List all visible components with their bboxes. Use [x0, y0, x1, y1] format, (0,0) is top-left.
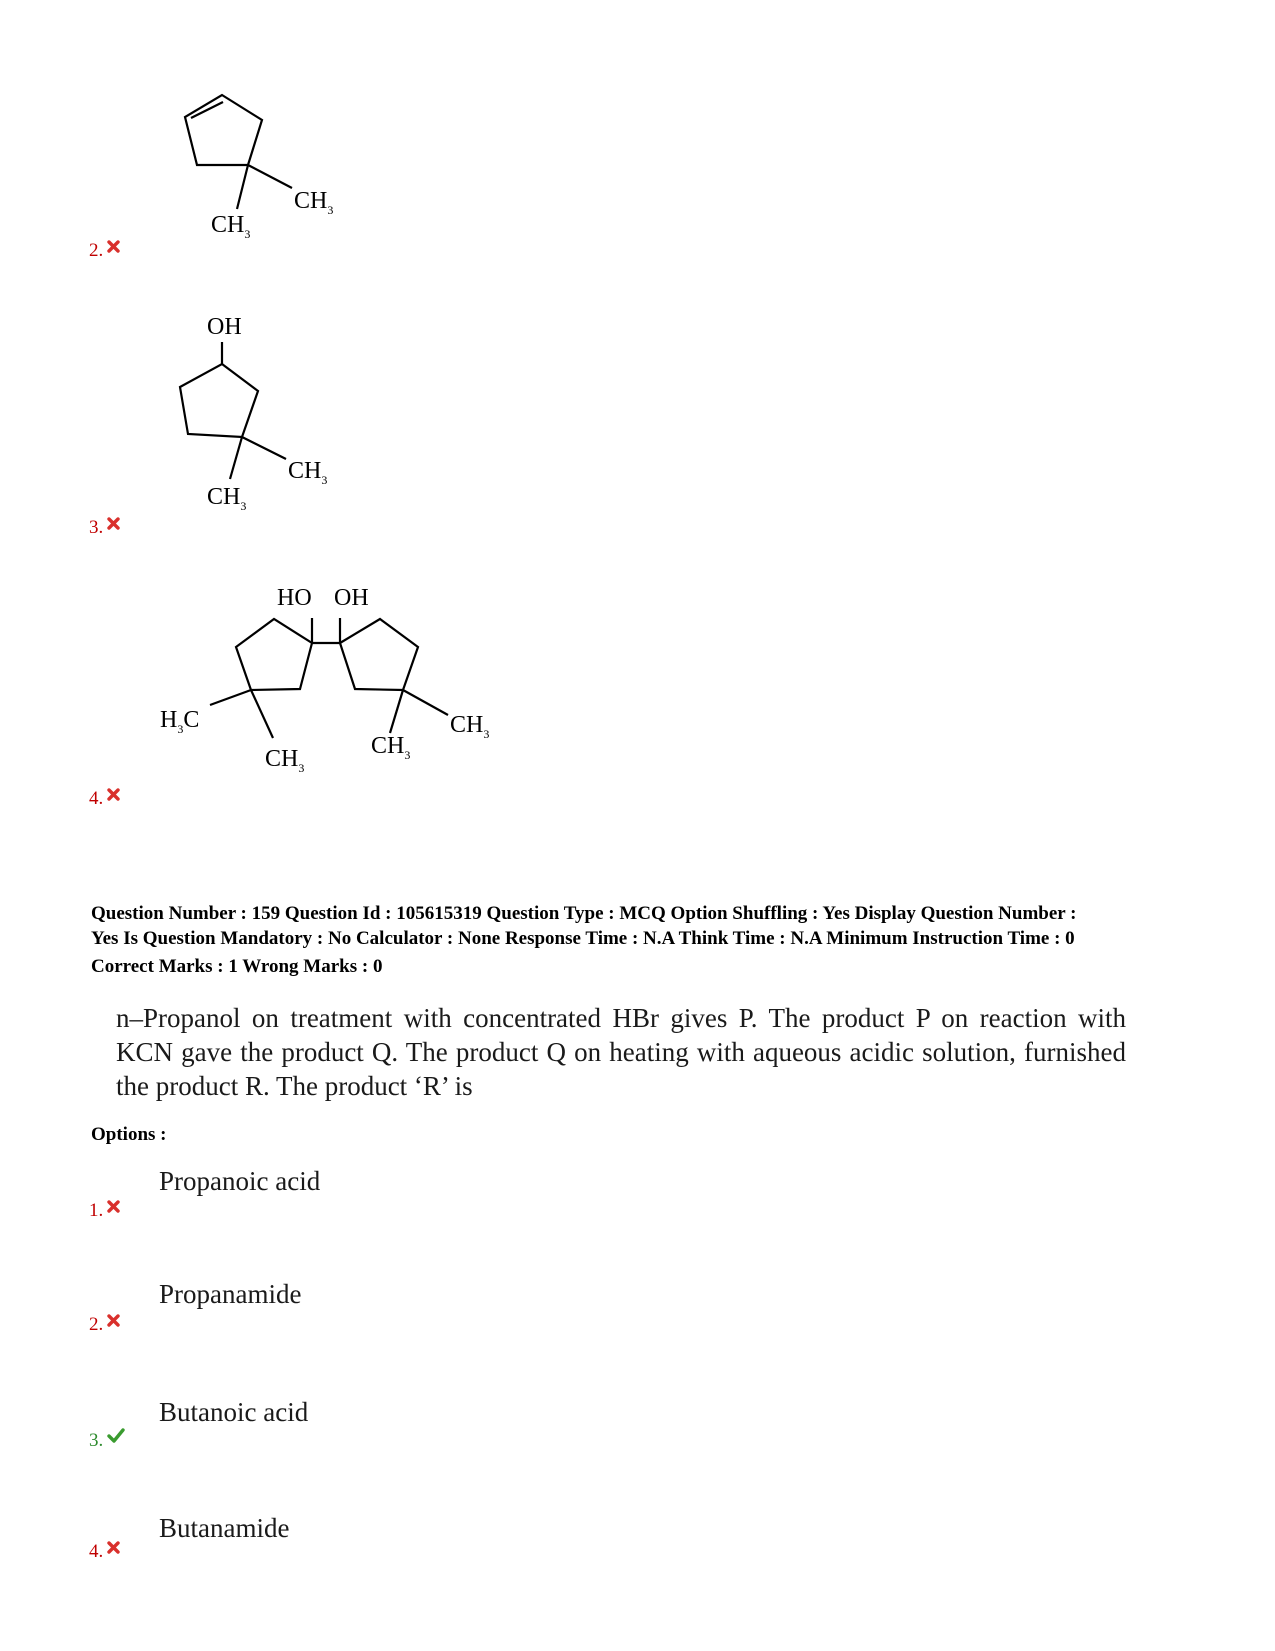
option-number: 3. [89, 1428, 125, 1452]
structure-option-4 [155, 585, 525, 800]
structure-option-2 [170, 85, 370, 255]
methyl-label: $CH_3$ [207, 484, 247, 513]
option-text: Butanoic acid [159, 1397, 309, 1427]
option-number: 4. [89, 788, 120, 810]
methyl-label: $H_3C$ [160, 707, 200, 736]
option-text: Propanamide [159, 1279, 302, 1309]
structure-option-3 [170, 305, 370, 525]
cross-icon [107, 517, 120, 530]
question-text: n–Propanol on treatment with concentrated HBr gives P. The product P on reaction with KCN gave the product Q. The product Q on heating with aqueous acidic solution, furnished the product R. The product ‘R’ is [116, 1003, 1126, 1101]
methyl-label: $CH_3$ [450, 712, 490, 741]
option-text: Propanoic acid [159, 1166, 321, 1196]
methyl-label: $CH_3$ [371, 733, 411, 762]
hydroxyl-label: OH [334, 585, 369, 611]
cross-icon [107, 1314, 120, 1327]
options-label: Options : [91, 1124, 167, 1145]
hydroxyl-label: OH [207, 314, 242, 340]
methyl-label: $CH_3$ [294, 188, 334, 217]
cross-icon [107, 1541, 120, 1554]
option-number: 2. [89, 1314, 120, 1336]
methyl-label: $CH_3$ [211, 212, 251, 241]
methyl-label: $CH_3$ [288, 458, 328, 487]
metadata-line: Yes Is Question Mandatory : No Calculator : None Response Time : N.A Think Time : N.A Minimum Instruction Time : 0 [91, 928, 1075, 949]
methyl-label: $CH_3$ [265, 746, 305, 775]
option-text: Butanamide [159, 1513, 290, 1543]
option-number: 1. [89, 1200, 120, 1222]
cross-icon [107, 240, 120, 253]
option-number: 4. [89, 1541, 120, 1563]
question-metadata [91, 901, 1201, 979]
hydroxyl-label: HO [277, 585, 312, 611]
option-number: 2. [89, 240, 120, 262]
option-number: 3. [89, 517, 120, 539]
cross-icon [107, 788, 120, 801]
cross-icon [107, 1200, 120, 1213]
check-icon [107, 1428, 125, 1443]
metadata-line: Question Number : 159 Question Id : 105615319 Question Type : MCQ Option Shuffling : Yes Display Question Number : [91, 903, 1077, 924]
metadata-line: Correct Marks : 1 Wrong Marks : 0 [91, 956, 383, 977]
